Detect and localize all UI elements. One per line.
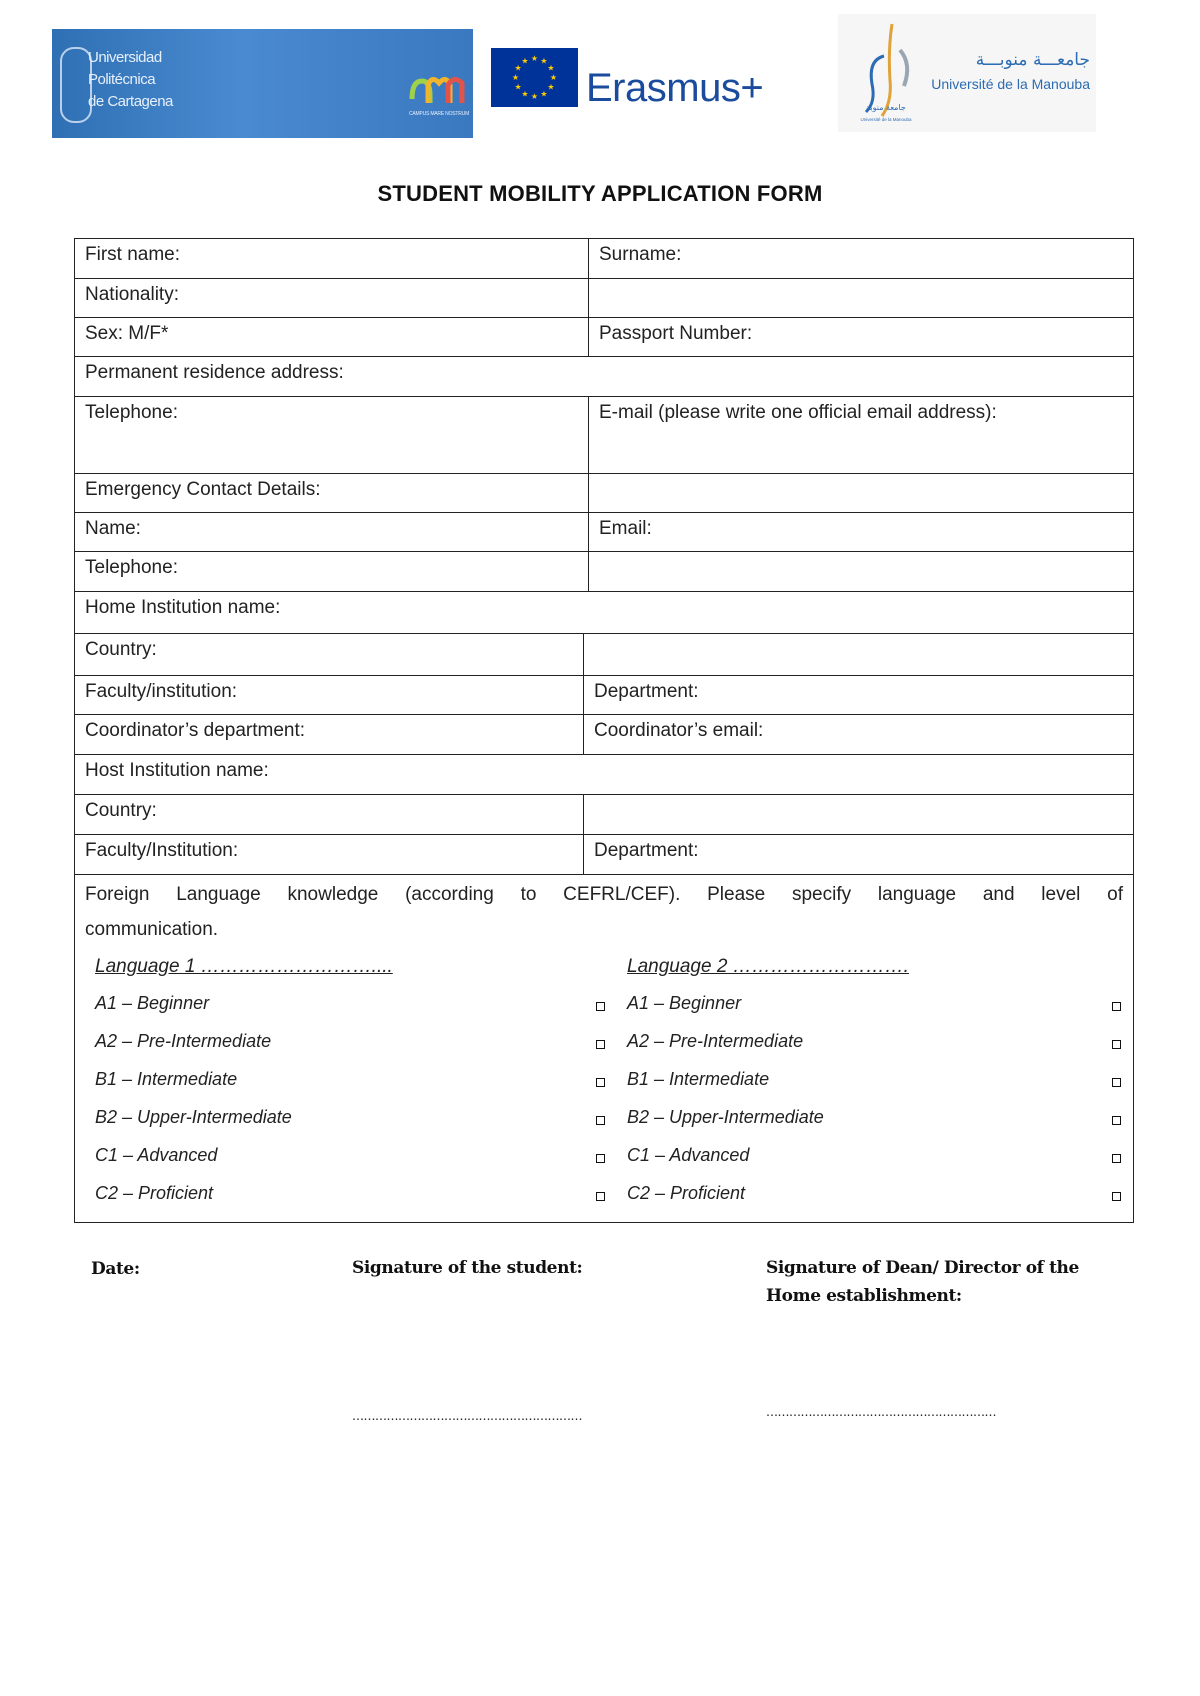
- host-country-empty-cell[interactable]: [584, 795, 1133, 834]
- host-institution-field[interactable]: Host Institution name:: [85, 760, 269, 781]
- checkbox-icon[interactable]: [1112, 1116, 1121, 1125]
- level-option[interactable]: B2 – Upper-Intermediate: [95, 1098, 607, 1136]
- eu-star-icon: ★: [547, 63, 555, 73]
- eu-star-icon: ★: [540, 56, 548, 66]
- official-email-field[interactable]: E-mail (please write one official email address):: [599, 402, 997, 423]
- language-1-heading[interactable]: Language 1 ………………………....: [95, 956, 393, 977]
- emergency-name-field[interactable]: Name:: [75, 513, 589, 551]
- emergency-telephone-empty-cell[interactable]: [589, 552, 1133, 591]
- checkbox-icon[interactable]: [596, 1116, 605, 1125]
- checkbox-icon[interactable]: [1112, 1192, 1121, 1201]
- eu-star-icon: ★: [511, 73, 520, 82]
- eu-star-icon: ★: [530, 54, 539, 63]
- form-row: [75, 357, 1133, 397]
- passport-number-field[interactable]: Passport Number:: [599, 323, 753, 344]
- checkbox-icon[interactable]: [596, 1078, 605, 1087]
- level-option[interactable]: A1 – Beginner: [627, 984, 1123, 1022]
- level-option[interactable]: C2 – Proficient: [95, 1174, 607, 1212]
- eu-star-icon: ★: [549, 73, 558, 82]
- page-title: STUDENT MOBILITY APPLICATION FORM: [377, 181, 823, 206]
- form-row: [75, 513, 1133, 552]
- form-row: [75, 397, 1133, 474]
- level-option[interactable]: B1 – Intermediate: [627, 1060, 1123, 1098]
- eu-star-icon: ★: [540, 89, 548, 99]
- upct-logo-banner: [52, 29, 473, 138]
- level-option[interactable]: C1 – Advanced: [95, 1136, 607, 1174]
- checkbox-icon[interactable]: [1112, 1040, 1121, 1049]
- form-row: [75, 474, 1133, 513]
- student-signature-label: Signature of the student:: [352, 1258, 583, 1278]
- language-columns: [85, 950, 1123, 1212]
- coordinator-department-field[interactable]: Coordinator’s department:: [75, 715, 584, 754]
- form-row: [75, 715, 1133, 755]
- language-1-column: [85, 950, 607, 1212]
- eu-star-icon: ★: [547, 82, 555, 92]
- home-department-field[interactable]: Department:: [594, 681, 699, 702]
- eu-star-icon: ★: [521, 56, 529, 66]
- form-row: [75, 795, 1133, 835]
- language-2-column: [607, 950, 1123, 1212]
- home-institution-field[interactable]: Home Institution name:: [85, 597, 281, 618]
- permanent-address-field[interactable]: Permanent residence address:: [85, 362, 344, 383]
- checkbox-icon[interactable]: [1112, 1078, 1121, 1087]
- checkbox-icon[interactable]: [596, 1040, 605, 1049]
- checkbox-icon[interactable]: [596, 1192, 605, 1201]
- form-row: [75, 676, 1133, 715]
- date-label: Date:: [91, 1259, 140, 1279]
- application-form-table: [74, 238, 1134, 1223]
- student-signature-line[interactable]: ……………………………………………………: [352, 1409, 582, 1423]
- form-row: [75, 279, 1133, 318]
- coordinator-email-field[interactable]: Coordinator’s email:: [594, 720, 764, 741]
- eu-flag-icon: [491, 48, 578, 107]
- level-option[interactable]: C2 – Proficient: [627, 1174, 1123, 1212]
- form-row: [75, 552, 1133, 592]
- eu-star-icon: ★: [521, 89, 529, 99]
- manouba-french-name: Université de la Manouba: [931, 76, 1090, 92]
- dean-signature-line[interactable]: ……………………………………………………: [766, 1405, 996, 1419]
- eu-star-icon: ★: [514, 63, 522, 73]
- home-country-empty-cell[interactable]: [584, 634, 1133, 675]
- erasmus-plus-logo: Erasmus+: [586, 66, 764, 110]
- home-country-field[interactable]: Country:: [75, 634, 584, 675]
- form-row: [75, 755, 1133, 795]
- manouba-emblem-caption-fr: Université de la Manouba: [860, 117, 912, 122]
- eu-star-icon: ★: [530, 92, 539, 101]
- checkbox-icon[interactable]: [1112, 1002, 1121, 1011]
- nationality-field[interactable]: Nationality:: [75, 279, 589, 317]
- host-country-field[interactable]: Country:: [75, 795, 584, 834]
- dean-signature-label: Signature of Dean/ Director of the Home establishment:: [766, 1258, 1079, 1306]
- emergency-empty-cell[interactable]: [589, 474, 1133, 512]
- form-row: [75, 592, 1133, 634]
- telephone-field[interactable]: Telephone:: [75, 397, 589, 473]
- form-row: [75, 634, 1133, 676]
- manouba-arabic-name: جامعـــة منوبـــة: [975, 50, 1090, 70]
- home-faculty-field[interactable]: Faculty/institution:: [75, 676, 584, 714]
- nationality-empty-cell[interactable]: [589, 279, 1133, 317]
- language-intro-text: Foreign Language knowledge (according to CEFRL/CEF). Please specify language and level of: [85, 884, 1123, 905]
- checkbox-icon[interactable]: [596, 1002, 605, 1011]
- manouba-logo: [838, 14, 1096, 132]
- host-faculty-field[interactable]: Faculty/Institution:: [75, 835, 584, 874]
- upct-university-name: Universidad Politécnica de Cartagena: [88, 49, 173, 110]
- language-intro-text-2: communication.: [85, 919, 219, 940]
- level-option[interactable]: B1 – Intermediate: [95, 1060, 607, 1098]
- cmn-caption: CAMPUS MARE NOSTRUM: [408, 111, 470, 117]
- checkbox-icon[interactable]: [1112, 1154, 1121, 1163]
- language-knowledge-section: [75, 875, 1133, 1222]
- checkbox-icon[interactable]: [596, 1154, 605, 1163]
- first-name-field[interactable]: First name:: [75, 239, 589, 278]
- level-option[interactable]: A2 – Pre-Intermediate: [627, 1022, 1123, 1060]
- sex-field[interactable]: Sex: M/F*: [75, 318, 589, 356]
- form-row: [75, 835, 1133, 875]
- level-option[interactable]: A2 – Pre-Intermediate: [95, 1022, 607, 1060]
- level-option[interactable]: A1 – Beginner: [95, 984, 607, 1022]
- form-row: [75, 239, 1133, 279]
- form-row: [75, 318, 1133, 357]
- level-option[interactable]: B2 – Upper-Intermediate: [627, 1098, 1123, 1136]
- surname-field[interactable]: Surname:: [599, 244, 682, 265]
- language-2-heading[interactable]: Language 2 ……………………….: [627, 956, 909, 977]
- level-option[interactable]: C1 – Advanced: [627, 1136, 1123, 1174]
- manouba-emblem-caption-ar: جامعة منوبة: [866, 103, 906, 112]
- host-department-field[interactable]: Department:: [594, 840, 699, 861]
- manouba-emblem-icon: [848, 20, 924, 128]
- emergency-contact-label: Emergency Contact Details:: [75, 474, 589, 512]
- emergency-telephone-field[interactable]: Telephone:: [75, 552, 589, 591]
- emergency-email-field[interactable]: Email:: [599, 518, 652, 539]
- eu-star-icon: ★: [514, 82, 522, 92]
